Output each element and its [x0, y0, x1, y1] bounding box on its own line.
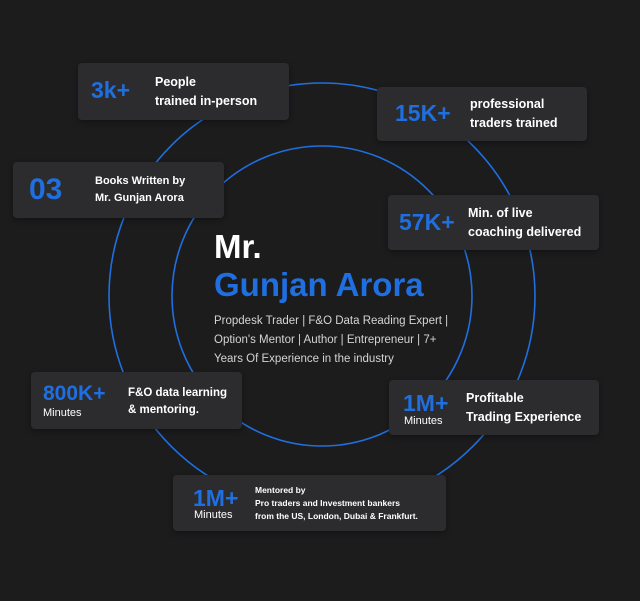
- stat-card: [389, 380, 599, 435]
- stat-card: [388, 195, 599, 250]
- stat-unit: Minutes: [404, 415, 443, 427]
- stat-card: [13, 162, 224, 218]
- stat-value: 1M+: [193, 485, 239, 511]
- stat-unit: Minutes: [43, 407, 82, 419]
- stat-label: Profitable Trading Experience: [466, 391, 582, 424]
- stat-value: 03: [29, 173, 63, 206]
- stat-unit: Minutes: [194, 509, 233, 521]
- stat-label: F&O data learning & mentoring.: [128, 387, 228, 416]
- stat-card: [78, 63, 289, 120]
- stat-card: [173, 475, 446, 531]
- stat-label: Min. of live coaching delivered: [468, 206, 582, 239]
- profile-title: Mr.: [214, 228, 262, 265]
- stat-value: 800K+: [43, 382, 106, 405]
- stat-card: [31, 372, 242, 429]
- stat-label: People trained in-person: [155, 75, 258, 108]
- stat-card: [377, 87, 587, 141]
- profile-description: Propdesk Trader | F&O Data Reading Expert | Option's Mentor | Author | Entrepreneur | 7+ Years Of Experience in the industry: [214, 315, 449, 365]
- stat-value: 15K+: [395, 100, 451, 126]
- stat-value: 1M+: [403, 390, 449, 416]
- stat-label: Books Written by Mr. Gunjan Arora: [95, 175, 186, 204]
- stat-value: 3k+: [91, 77, 131, 103]
- stat-value: 57K+: [399, 209, 455, 235]
- stat-label: Mentored by Pro traders and Investment bankers from the US, London, Dubai & Frankfurt.: [255, 485, 418, 521]
- stat-label: professional traders trained: [470, 97, 558, 130]
- profile-name: Gunjan Arora: [214, 266, 424, 303]
